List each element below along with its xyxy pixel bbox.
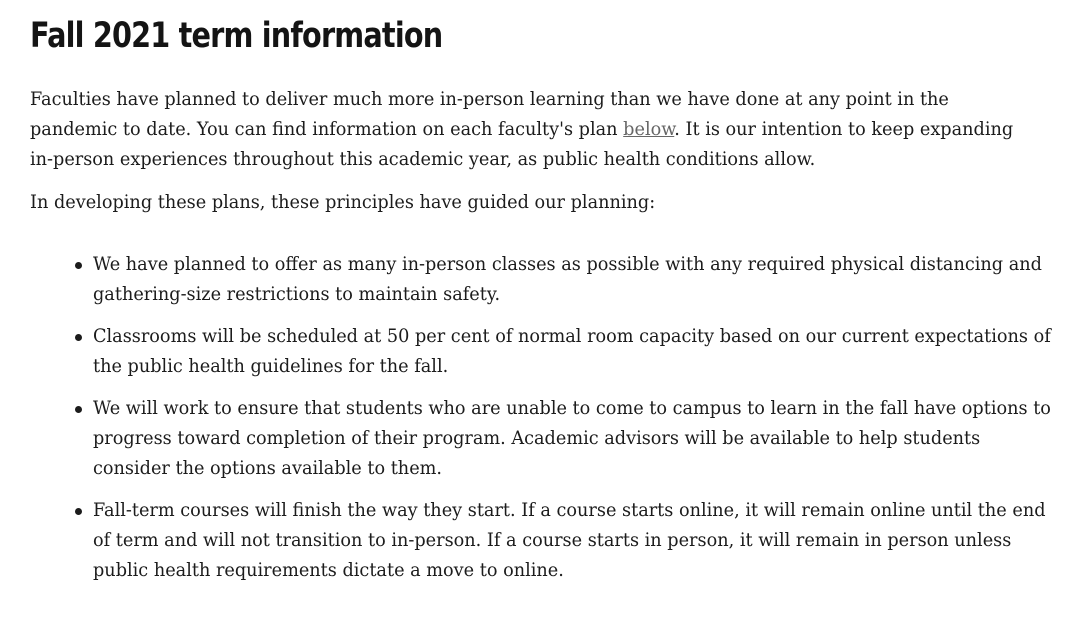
principle-text: Classrooms will be scheduled at 50 per cent of normal room capacity based on our current expectations of the public health guidelines for the fall. bbox=[93, 325, 1051, 377]
bullet-icon bbox=[75, 508, 82, 515]
list-item bbox=[30, 249, 1060, 309]
principles-intro: In developing these plans, these principles have guided our planning: bbox=[30, 191, 656, 213]
page-content bbox=[30, 14, 1060, 597]
intro-text-before-link: Faculties have planned to deliver much more in-person learning than we have done at any point in the pandemic to date. You can find information on each faculty's plan bbox=[30, 88, 949, 140]
bullet-icon bbox=[75, 334, 82, 341]
below-link[interactable]: below bbox=[623, 118, 675, 140]
intro-paragraph bbox=[30, 84, 1039, 174]
principle-text: We will work to ensure that students who are unable to come to campus to learn in the fall have options to progress toward completion of their program. Academic advisors will be available to help students consider the options available to them. bbox=[93, 397, 1051, 479]
principle-text: We have planned to offer as many in-person classes as possible with any required physical distancing and gathering-size restrictions to maintain safety. bbox=[93, 253, 1042, 305]
list-item bbox=[30, 321, 1060, 381]
principle-text: Fall-term courses will finish the way they start. If a course starts online, it will remain online until the end of term and will not transition to in-person. If a course starts in person, it will remain in person unless public health requirements dictate a move to online. bbox=[93, 499, 1046, 581]
bullet-icon bbox=[75, 406, 82, 413]
principles-list bbox=[30, 249, 1060, 585]
bullet-icon bbox=[75, 262, 82, 269]
list-item bbox=[30, 393, 1060, 483]
intro-text-after-link: . It is our intention to keep expanding in-person experiences throughout this academic year, as public health conditions allow. bbox=[30, 118, 1014, 170]
page-title: Fall 2021 term information bbox=[30, 16, 443, 56]
list-item bbox=[30, 495, 1060, 585]
